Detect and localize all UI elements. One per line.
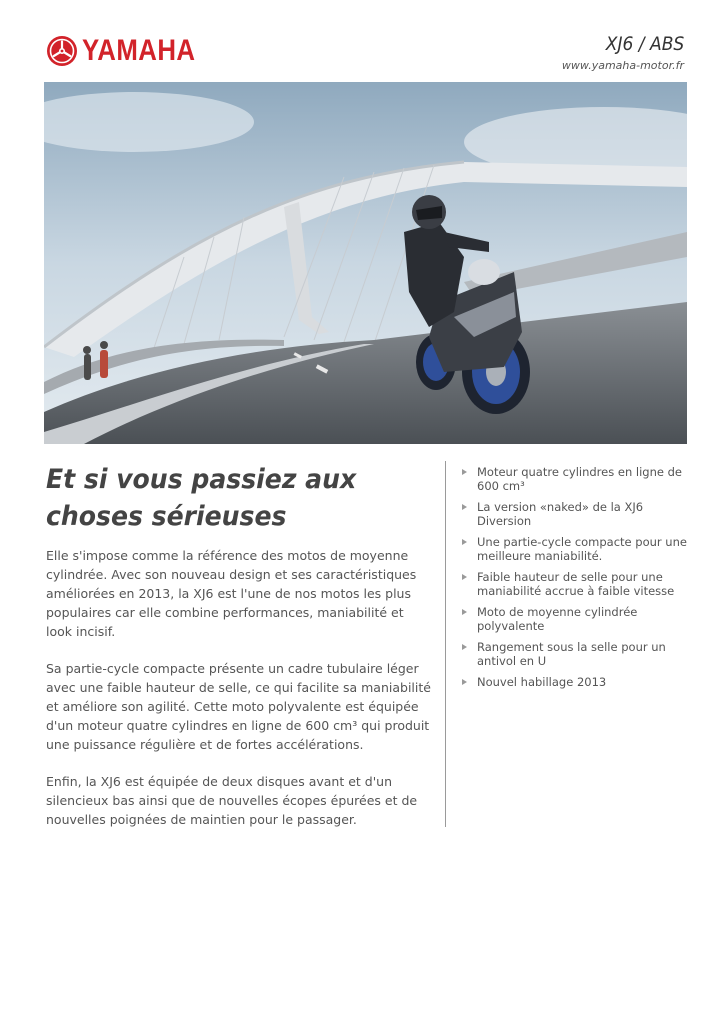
- bullet-triangle-icon: [462, 679, 467, 685]
- tuning-fork-emblem-icon: [46, 35, 78, 67]
- bullet-triangle-icon: [462, 539, 467, 545]
- article-body: [46, 546, 431, 847]
- headline-line-2: choses sérieuses: [46, 501, 287, 532]
- feature-text: Rangement sous la selle pour un antivol en U: [477, 640, 666, 668]
- feature-item: [462, 536, 692, 563]
- feature-item: [462, 501, 692, 528]
- bullet-triangle-icon: [462, 609, 467, 615]
- feature-text: Nouvel habillage 2013: [477, 675, 607, 689]
- feature-text: Moto de moyenne cylindrée polyvalente: [477, 605, 638, 633]
- feature-item: [462, 466, 692, 493]
- feature-item: [462, 571, 692, 598]
- yamaha-logo: [46, 34, 214, 68]
- headline-line-1: Et si vous passiez aux: [46, 464, 357, 495]
- website-link[interactable]: www.yamaha-motor.fr: [561, 59, 684, 72]
- article-headline: [46, 461, 409, 535]
- bullet-triangle-icon: [462, 644, 467, 650]
- model-title: XJ6 / ABS: [605, 33, 684, 55]
- paragraph-3: Enfin, la XJ6 est équipée de deux disques avant et d'un silencieux bas ainsi que de nouvelles écopes épurées et de nouvelles poignées de maintien pour le passager.: [46, 774, 418, 827]
- feature-item: [462, 676, 692, 690]
- bullet-triangle-icon: [462, 574, 467, 580]
- feature-list: [462, 466, 692, 698]
- feature-text: Faible hauteur de selle pour une maniabilité accrue à faible vitesse: [477, 570, 675, 598]
- brand-name: YAMAHA: [82, 34, 196, 67]
- feature-item: [462, 641, 692, 668]
- feature-text: La version «naked» de la XJ6 Diversion: [477, 500, 644, 528]
- feature-item: [462, 606, 692, 633]
- bullet-triangle-icon: [462, 469, 467, 475]
- paragraph-2: Sa partie-cycle compacte présente un cadre tubulaire léger avec une faible hauteur de selle, ce qui facilite sa maniabilité et améliore son agilité. Cette moto polyvalente est équipée d'un moteur quatre cylindres en ligne de 600 cm³ qui produit une puissance régulière et de fortes accélérations.: [46, 661, 431, 752]
- column-divider: [445, 461, 446, 827]
- feature-text: Moteur quatre cylindres en ligne de 600 cm³: [477, 465, 682, 493]
- paragraph-1: Elle s'impose comme la référence des motos de moyenne cylindrée. Avec son nouveau design et ses caractéristiques améliorées en 2013, la XJ6 est l'une de nos motos les plus populaires car elle combine performances, maniabilité et look incisif.: [46, 548, 417, 639]
- motorcycle-rider-photo: [44, 82, 687, 444]
- bullet-triangle-icon: [462, 504, 467, 510]
- feature-text: Une partie-cycle compacte pour une meilleure maniabilité.: [477, 535, 687, 563]
